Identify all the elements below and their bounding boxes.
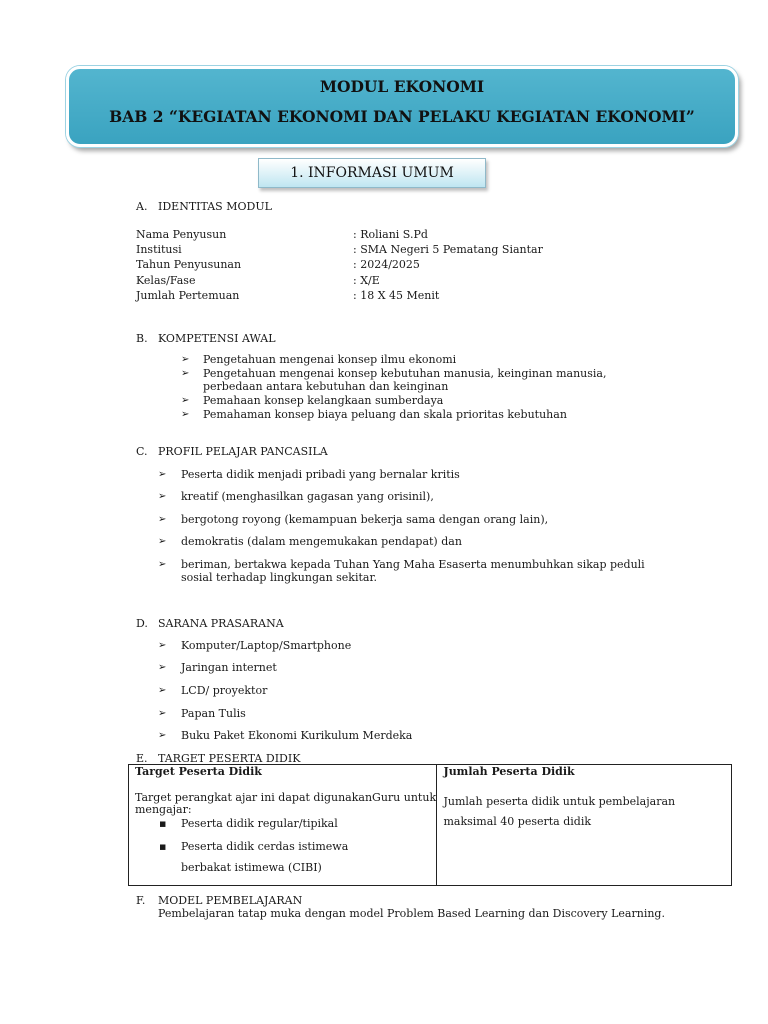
jumlah-description-cont: maksimal 40 peserta didik xyxy=(443,815,592,828)
target-cell xyxy=(129,765,437,886)
jumlah-description: Jumlah peserta didik untuk pembelajaran xyxy=(443,795,676,808)
profil-heading: PROFIL PELAJAR PANCASILA xyxy=(158,445,328,458)
identity-value: : SMA Negeri 5 Pematang Siantar xyxy=(353,243,543,256)
identity-label: Institusi xyxy=(136,243,182,256)
kompetensi-heading: KOMPETENSI AWAL xyxy=(158,332,276,345)
target-table xyxy=(128,764,732,886)
target-column-header: Target Peserta Didik xyxy=(135,765,262,778)
model-heading: MODEL PEMBELAJARAN xyxy=(158,894,303,907)
jumlah-column-header: Jumlah Peserta Didik xyxy=(443,765,575,778)
identity-value: : Roliani S.Pd xyxy=(353,228,428,241)
arrow-bullet-icon: ➢ xyxy=(181,409,190,420)
list-item: Jaringan internet xyxy=(181,661,277,674)
list-item: Pengetahuan mengenai konsep kebutuhan manusia, keinginan manusia, xyxy=(203,367,607,380)
arrow-bullet-icon: ➢ xyxy=(158,685,167,696)
arrow-bullet-icon: ➢ xyxy=(158,662,167,673)
identity-value: : 18 X 45 Menit xyxy=(353,289,440,302)
arrow-bullet-icon: ➢ xyxy=(158,559,167,570)
list-item: Peserta didik cerdas istimewa xyxy=(181,840,349,853)
target-description-cont: mengajar: xyxy=(135,803,192,816)
square-bullet-icon: ▪ xyxy=(159,840,167,853)
identitas-heading: IDENTITAS MODUL xyxy=(158,200,272,213)
list-item: Pengetahuan mengenai konsep ilmu ekonomi xyxy=(203,353,457,366)
target-heading: TARGET PESERTA DIDIK xyxy=(158,752,301,765)
section-letter-e: E. xyxy=(136,752,148,765)
identity-value: : X/E xyxy=(353,274,380,287)
list-item: LCD/ proyektor xyxy=(181,684,268,697)
list-item-continuation: berbakat istimewa (CIBI) xyxy=(181,861,322,874)
model-text: Pembelajaran tatap muka dengan model Problem Based Learning dan Discovery Learning. xyxy=(158,907,665,920)
arrow-bullet-icon: ➢ xyxy=(158,514,167,525)
module-title-banner xyxy=(66,66,738,147)
list-item: Buku Paket Ekonomi Kurikulum Merdeka xyxy=(181,729,413,742)
arrow-bullet-icon: ➢ xyxy=(158,469,167,480)
identity-value: : 2024/2025 xyxy=(353,258,420,271)
list-item: Pemahaan konsep kelangkaan sumberdaya xyxy=(203,394,444,407)
arrow-bullet-icon: ➢ xyxy=(181,368,190,379)
section-letter-a: A. xyxy=(136,200,148,213)
identity-label: Tahun Penyusunan xyxy=(136,258,242,271)
list-item: Peserta didik menjadi pribadi yang bernalar kritis xyxy=(181,468,460,481)
list-item: kreatif (menghasilkan gagasan yang orisinil), xyxy=(181,490,434,503)
jumlah-cell xyxy=(437,765,732,886)
list-item: Pemahaman konsep biaya peluang dan skala prioritas kebutuhan xyxy=(203,408,567,421)
section-title-box xyxy=(258,158,486,188)
arrow-bullet-icon: ➢ xyxy=(181,395,190,406)
list-item: Papan Tulis xyxy=(181,707,246,720)
identity-label: Kelas/Fase xyxy=(136,274,196,287)
section-title: 1. INFORMASI UMUM xyxy=(290,165,454,181)
arrow-bullet-icon: ➢ xyxy=(158,491,167,502)
section-letter-c: C. xyxy=(136,445,148,458)
sarana-heading: SARANA PRASARANA xyxy=(158,617,284,630)
target-description: Target perangkat ajar ini dapat digunakanGuru untuk xyxy=(135,791,437,804)
identity-label: Jumlah Pertemuan xyxy=(136,289,240,302)
list-item-continuation: sosial terhadap lingkungan sekitar. xyxy=(181,571,378,584)
chapter-title: BAB 2 “KEGIATAN EKONOMI DAN PELAKU KEGIATAN EKONOMI” xyxy=(109,107,695,126)
list-item: Peserta didik regular/tipikal xyxy=(181,817,338,830)
arrow-bullet-icon: ➢ xyxy=(158,536,167,547)
arrow-bullet-icon: ➢ xyxy=(158,708,167,719)
arrow-bullet-icon: ➢ xyxy=(158,640,167,651)
list-item-continuation: perbedaan antara kebutuhan dan keinginan xyxy=(203,380,449,393)
module-title: MODUL EKONOMI xyxy=(319,77,485,96)
list-item: Komputer/Laptop/Smartphone xyxy=(181,639,352,652)
list-item: beriman, bertakwa kepada Tuhan Yang Maha Esaserta menumbuhkan sikap peduli xyxy=(181,558,645,571)
identity-label: Nama Penyusun xyxy=(136,228,227,241)
arrow-bullet-icon: ➢ xyxy=(181,354,190,365)
section-letter-f: F. xyxy=(136,894,146,907)
arrow-bullet-icon: ➢ xyxy=(158,730,167,741)
list-item: demokratis (dalam mengemukakan pendapat) dan xyxy=(181,535,462,548)
square-bullet-icon: ▪ xyxy=(159,817,167,830)
section-letter-d: D. xyxy=(136,617,148,630)
list-item: bergotong royong (kemampuan bekerja sama dengan orang lain), xyxy=(181,513,549,526)
section-letter-b: B. xyxy=(136,332,148,345)
